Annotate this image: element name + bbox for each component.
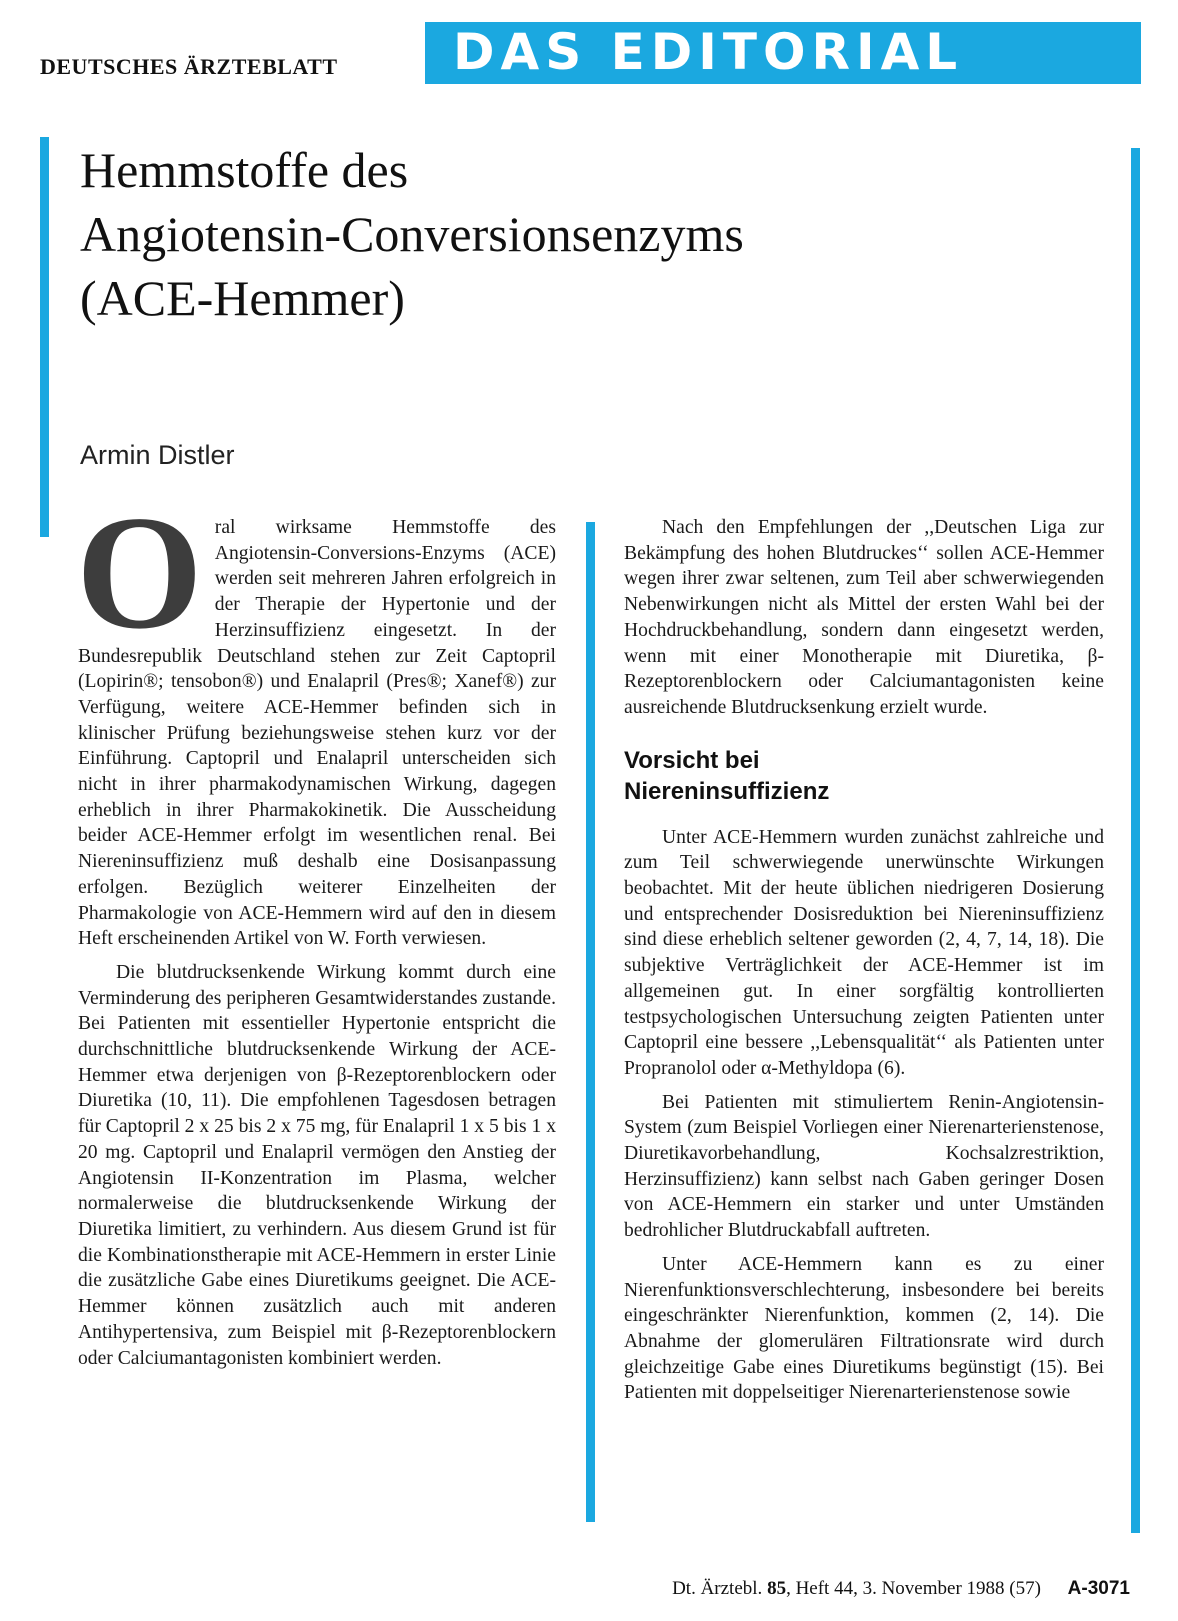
title-line-2: Angiotensin-Conversionsenzyms [80,206,744,262]
paragraph: Unter ACE-Hemmern wurden zunächst zahlreiche und zum Teil schwerwiegende unerwünschte Wirkungen beobachtet. Mit der heute üblichen niedrigeren Dosierung und entsprechender Dosisreduktion bei Niereninsuffizienz sind diese erheblich seltener geworden (2, 4, 7, 14, 18). Die subjektive Verträglichkeit der ACE-Hemmer ist im allgemeinen gut. In einer sorgfältig kontrollierten testpsychologischen Untersuchung zeigten Patienten unter Captopril eine bessere ,,Lebensqualität‘‘ als Patienten unter Propranolol oder α-Methyldopa (6). [624,826,1104,1079]
section-label: DAS EDITORIAL [453,23,964,81]
citation-suffix: , Heft 44, 3. November 1988 (57) [786,1578,1041,1599]
heading-line-1: Vorsicht bei [624,746,760,774]
page-number: A-3071 [1067,1578,1130,1599]
right-accent-bar [1131,148,1140,1533]
paragraph: Nach den Empfehlungen der ,,Deutschen Liga zur Bekämpfung des hohen Blutdruckes‘‘ sollen ACE-Hemmer wegen ihrer zwar seltenen, zum Teil aber schwerwiegenden Nebenwirkungen nicht als Mittel der ersten Wahl bei der Hochdruckbehandlung, sondern dann eingesetzt werden, wenn mit einer Monotherapie mit Diuretika, β-Rezeptorenblockern oder Calciumantagonisten keine ausreichende Blutdrucksenkung erzielt wurde. [624,517,1104,718]
paragraph-text: ral wirksame Hemmstoffe des Angiotensin-Conversions-Enzyms (ACE) werden seit mehreren Jahren erfolgreich in der Therapie der Hypertonie und der Herzinsuffizienz eingesetzt. In der Bundesrepublik Deutschland stehen zur Zeit Captopril (Lopirin®; tensobon®) und Enalapril (Pres®; Xanef®) zur Verfügung, weitere ACE-Hemmer befinden sich in klinischer Prüfung beziehungsweise stehen kurz vor der Einführung. Captopril und Enalapril unterscheiden sich nicht in ihrer pharmakodynamischen Wirkung, dagegen erheblich in ihrer Pharmakokinetik. Die Ausscheidung beider ACE-Hemmer erfolgt im wesentlichen renal. Bei Niereninsuffizienz muß deshalb eine Dosisanpassung erfolgen. Bezüglich weiterer Einzelheiten der Pharmakologie von ACE-Hemmern wird auf den in diesem Heft erscheinenden Artikel von W. Forth verwiesen. [78,517,556,950]
heading-line-2: Niereninsuffizienz [624,777,830,805]
page-footer [672,1578,1130,1600]
paragraph: Unter ACE-Hemmern kann es zu einer Nierenfunktionsverschlechterung, insbesondere bei bereits eingeschränkter Nierenfunktion, kommen (2, 14). Die Abnahme der glomerulären Filtrationsrate wird durch gleichzeitige Gabe eines Diuretikums begünstigt (15). Bei Patienten mit doppelseitiger Nierenarterienstenose sowie [624,1253,1104,1404]
section-banner [425,22,1141,84]
section-heading [624,745,1104,807]
right-column [624,515,1104,1414]
journal-name: DEUTSCHES ÄRZTEBLATT [40,54,338,79]
drop-cap: O [76,483,203,663]
citation-prefix: Dt. Ärztebl. [672,1578,763,1599]
title-line-1: Hemmstoffe des [80,142,409,198]
title-accent-bar [40,137,49,537]
article-title [80,138,1100,330]
left-column [76,483,556,1379]
title-line-3: (ACE-Hemmer) [80,270,405,326]
citation-volume: 85 [767,1578,787,1599]
column-divider-bar [586,522,595,1522]
paragraph: Bei Patienten mit stimuliertem Renin-Angiotensin-System (zum Beispiel Vorliegen einer Nierenarterienstenose, Diuretikavorbehandlung, Kochsalzrestriktion, Herzinsuffizienz) kann selbst nach Gaben geringer Dosen von ACE-Hemmern ein starker und unter Umständen bedrohlicher Blutdruckabfall auftreten. [624,1091,1104,1242]
author-name: Armin Distler [80,440,235,470]
paragraph [76,483,556,952]
paragraph: Die blutdrucksenkende Wirkung kommt durch eine Verminderung des peripheren Gesamtwiderstandes zustande. Bei Patienten mit essentieller Hypertonie entspricht die durchschnittliche blutdrucksenkende Wirkung der ACE-Hemmer etwa derjenigen von β-Rezeptorenblockern oder Diuretika (10, 11). Die empfohlenen Tagesdosen betragen für Captopril 2 x 25 bis 2 x 75 mg, für Enalapril 1 x 5 bis 1 x 20 mg. Captopril und Enalapril vermögen den Anstieg der Angiotensin II-Konzentration im Plasma, welcher normalerweise die blutdrucksenkende Wirkung der Diuretika limitiert, zu verhindern. Aus diesem Grund ist für die Kombinationstherapie mit ACE-Hemmern in erster Linie die zusätzliche Gabe eines Diuretikums geeignet. Die ACE-Hemmer können zusätzlich auch mit anderen Antihypertensiva, zum Beispiel mit β-Rezeptorenblockern oder Calciumantagonisten kombiniert werden. [78,961,556,1369]
